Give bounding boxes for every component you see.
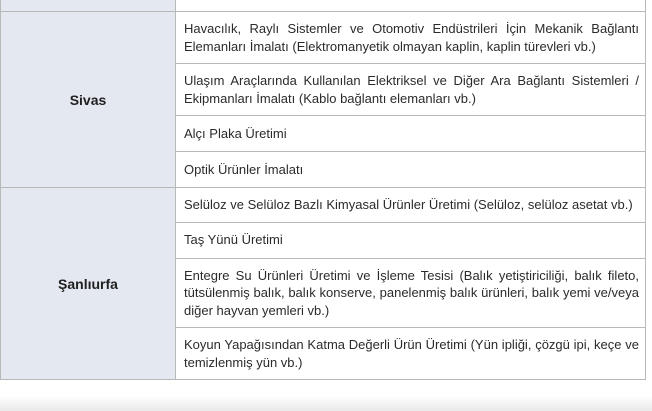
item-cell: Alçı Plaka Üretimi — [176, 116, 646, 152]
item-cell — [176, 0, 646, 12]
city-cell-sivas: Sivas — [1, 12, 176, 188]
item-cell: Entegre Su Ürünleri Üretimi ve İşleme Tesisi (Balık yetiştiriciliği, balık fileto, tütsülenmiş balık, balık konserve, panelenmiş balık ürünleri, balık yemi ve/veya diğer hayvan yemleri vb.) — [176, 258, 646, 328]
item-cell: Selüloz ve Selüloz Bazlı Kimyasal Ürünler Üretimi (Selüloz, selüloz asetat vb.) — [176, 188, 646, 223]
item-cell: Havacılık, Raylı Sistemler ve Otomotiv Endüstrileri İçin Mekanik Bağlantı Elemanları İmalatı (Elektromanyetik olmayan kaplin, kaplin türevleri vb.) — [176, 12, 646, 64]
item-cell: Koyun Yapağısından Katma Değerli Ürün Üretimi (Yün ipliği, çözgü ipi, keçe ve temizlenmiş yün vb.) — [176, 328, 646, 380]
item-cell: Optik Ürünler İmalatı — [176, 152, 646, 188]
item-cell: Ulaşım Araçlarında Kullanılan Elektriksel ve Diğer Ara Bağlantı Sistemleri / Ekipmanları İmalatı (Kablo bağlantı elemanları vb.) — [176, 64, 646, 116]
table-row — [1, 12, 646, 64]
city-cell-previous — [1, 0, 176, 12]
table-row — [1, 0, 646, 12]
table-row — [1, 188, 646, 223]
item-cell: Taş Yünü Üretimi — [176, 222, 646, 258]
city-cell-sanliurfa: Şanlıurfa — [1, 188, 176, 380]
